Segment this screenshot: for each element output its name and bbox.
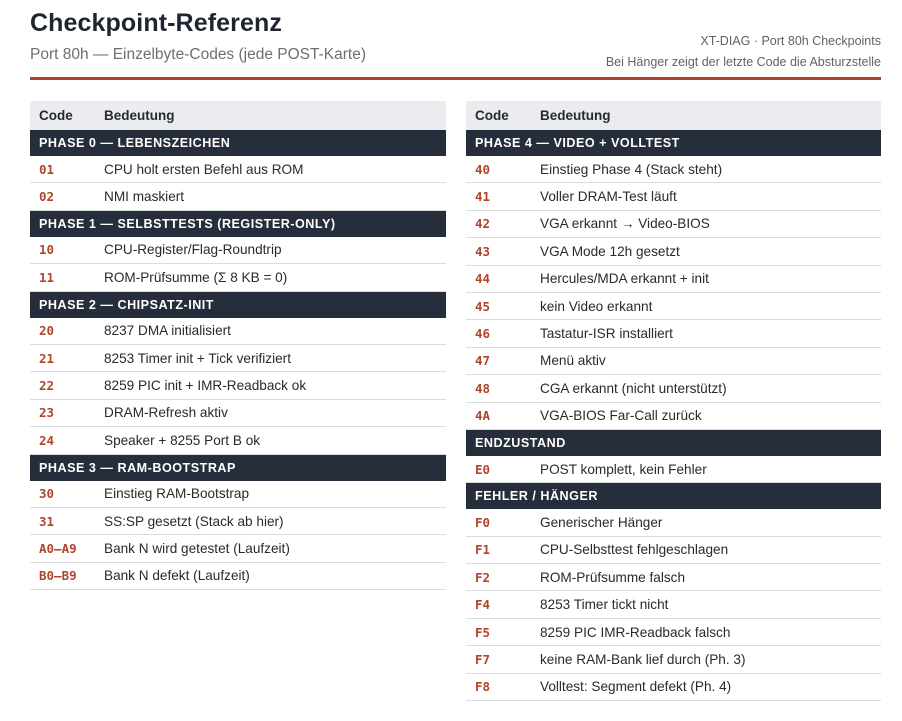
checkpoint-code: 01 [39,161,55,177]
table-row [466,537,881,564]
table-row [30,345,446,372]
phase-header: FEHLER / HÄNGER [466,483,881,509]
phase-header: ENDZUSTAND [466,430,881,456]
checkpoint-description: kein Video erkannt [540,298,653,314]
table-row [466,293,881,320]
table-row [466,564,881,591]
checkpoint-code: 47 [475,353,491,369]
table-row [466,591,881,618]
table-row [466,674,881,701]
checkpoint-code: 21 [39,350,55,366]
checkpoint-code: 30 [39,486,55,502]
checkpoint-code: 42 [475,216,491,232]
table-row [30,563,446,590]
checkpoint-description: 8259 PIC init + IMR-Readback ok [104,378,307,394]
checkpoint-description: 8237 DMA initialisiert [104,323,231,339]
table-row [466,348,881,375]
checkpoint-code: 40 [475,161,491,177]
checkpoint-code: F8 [475,679,491,695]
table-row [30,535,446,562]
checkpoint-description: CPU holt ersten Befehl aus ROM [104,161,304,177]
checkpoint-code: 43 [475,243,491,259]
checkpoint-description: Speaker + 8255 Port B ok [104,432,261,448]
column-header-meaning: Bedeutung [104,108,175,123]
table-row [30,427,446,454]
checkpoint-code: E0 [475,461,491,477]
checkpoint-code: 22 [39,378,55,394]
column-header-code: Code [475,108,509,123]
table-row [466,320,881,347]
header-meta [606,31,881,73]
phase-header: PHASE 4 — VIDEO + VOLLTEST [466,130,881,156]
checkpoint-code: B0–B9 [39,568,77,584]
checkpoint-description: 8253 Timer init + Tick verifiziert [104,350,291,366]
checkpoint-description: CPU-Register/Flag-Roundtrip [104,242,282,258]
checkpoint-code: 45 [475,298,491,314]
checkpoint-code: F1 [475,542,491,558]
table-row [466,238,881,265]
page-subtitle: Port 80h — Einzelbyte-Codes (jede POST-Karte) [30,46,366,63]
phase-header: PHASE 0 — LEBENSZEICHEN [30,130,446,156]
checkpoint-code: 41 [475,189,491,205]
phase-header: PHASE 1 — SELBSTTESTS (REGISTER-ONLY) [30,211,446,237]
checkpoint-description: CGA erkannt (nicht unterstützt) [540,380,727,396]
checkpoint-description: VGA erkannt → Video-BIOS [540,216,710,232]
table-row [30,318,446,345]
column-header [30,101,446,130]
table-row [30,372,446,399]
checkpoint-code: 4A [475,408,491,424]
table-row [30,508,446,535]
table-row [30,156,446,183]
checkpoint-code: F0 [475,514,491,530]
table-row [30,183,446,210]
table-row [466,403,881,430]
table-row [30,237,446,264]
table-row [466,509,881,536]
checkpoint-code: F5 [475,624,491,640]
table-row [466,619,881,646]
checkpoint-code: 20 [39,323,55,339]
table-row [30,264,446,291]
checkpoint-description: NMI maskiert [104,189,185,205]
checkpoint-code: 10 [39,242,55,258]
checkpoint-description: Bank N defekt (Laufzeit) [104,568,250,584]
column-header-code: Code [39,108,73,123]
table-left [30,101,446,590]
right-sections [466,130,881,701]
checkpoint-description: 8253 Timer tickt nicht [540,597,669,613]
phase-header: PHASE 3 — RAM-BOOTSTRAP [30,455,446,481]
checkpoint-description: keine RAM-Bank lief durch (Ph. 3) [540,651,746,667]
checkpoint-code: 23 [39,405,55,421]
table-row [466,183,881,210]
column-header-meaning: Bedeutung [540,108,611,123]
checkpoint-code: F2 [475,569,491,585]
checkpoint-description: POST komplett, kein Fehler [540,461,707,477]
table-row [466,375,881,402]
table-row [30,481,446,508]
meta-line-2: Bei Hänger zeigt der letzte Code die Absturzstelle [605,55,881,69]
page-header [30,0,881,80]
table-row [466,266,881,293]
checkpoint-description: Hercules/MDA erkannt + init [540,271,709,287]
checkpoint-code: F4 [475,597,491,613]
column-header [466,101,881,130]
checkpoint-code: F7 [475,651,491,667]
table-row [466,456,881,483]
checkpoint-code: 11 [39,269,55,285]
checkpoint-description: VGA Mode 12h gesetzt [540,243,680,259]
checkpoint-description: 8259 PIC IMR-Readback falsch [540,624,731,640]
checkpoint-description: SS:SP gesetzt (Stack ab hier) [104,513,284,529]
checkpoint-code: 24 [39,432,55,448]
checkpoint-description: Einstieg Phase 4 (Stack steht) [540,161,723,177]
checkpoint-description: Generischer Hänger [540,514,663,530]
checkpoint-description: Volltest: Segment defekt (Ph. 4) [540,679,732,695]
checkpoint-description: Einstieg RAM-Bootstrap [104,486,250,502]
checkpoint-description: DRAM-Refresh aktiv [104,405,228,421]
table-right [466,101,881,701]
checkpoint-description: VGA-BIOS Far-Call zurück [540,408,702,424]
checkpoint-code: 48 [475,380,491,396]
checkpoint-description: CPU-Selbsttest fehlgeschlagen [540,542,729,558]
checkpoint-code: 02 [39,189,55,205]
checkpoint-description: ROM-Prüfsumme (Σ 8 KB = 0) [104,269,288,285]
left-sections [30,130,446,590]
checkpoint-code: 31 [39,513,55,529]
checkpoint-code: 46 [475,326,491,342]
checkpoint-code: 44 [475,271,491,287]
page-title: Checkpoint-Referenz [30,9,282,37]
meta-line-1: XT-DIAG · Port 80h Checkpoints [700,34,881,48]
table-row [466,646,881,673]
table-row [30,400,446,427]
checkpoint-description: Menü aktiv [540,353,606,369]
table-row [466,156,881,183]
table-row [466,211,881,238]
checkpoint-description: Bank N wird getestet (Laufzeit) [104,540,290,556]
checkpoint-description: Voller DRAM-Test läuft [540,189,677,205]
checkpoint-code: A0–A9 [39,540,77,556]
phase-header: PHASE 2 — CHIPSATZ-INIT [30,292,446,318]
checkpoint-description: Tastatur-ISR installiert [540,326,673,342]
checkpoint-description: ROM-Prüfsumme falsch [540,569,686,585]
